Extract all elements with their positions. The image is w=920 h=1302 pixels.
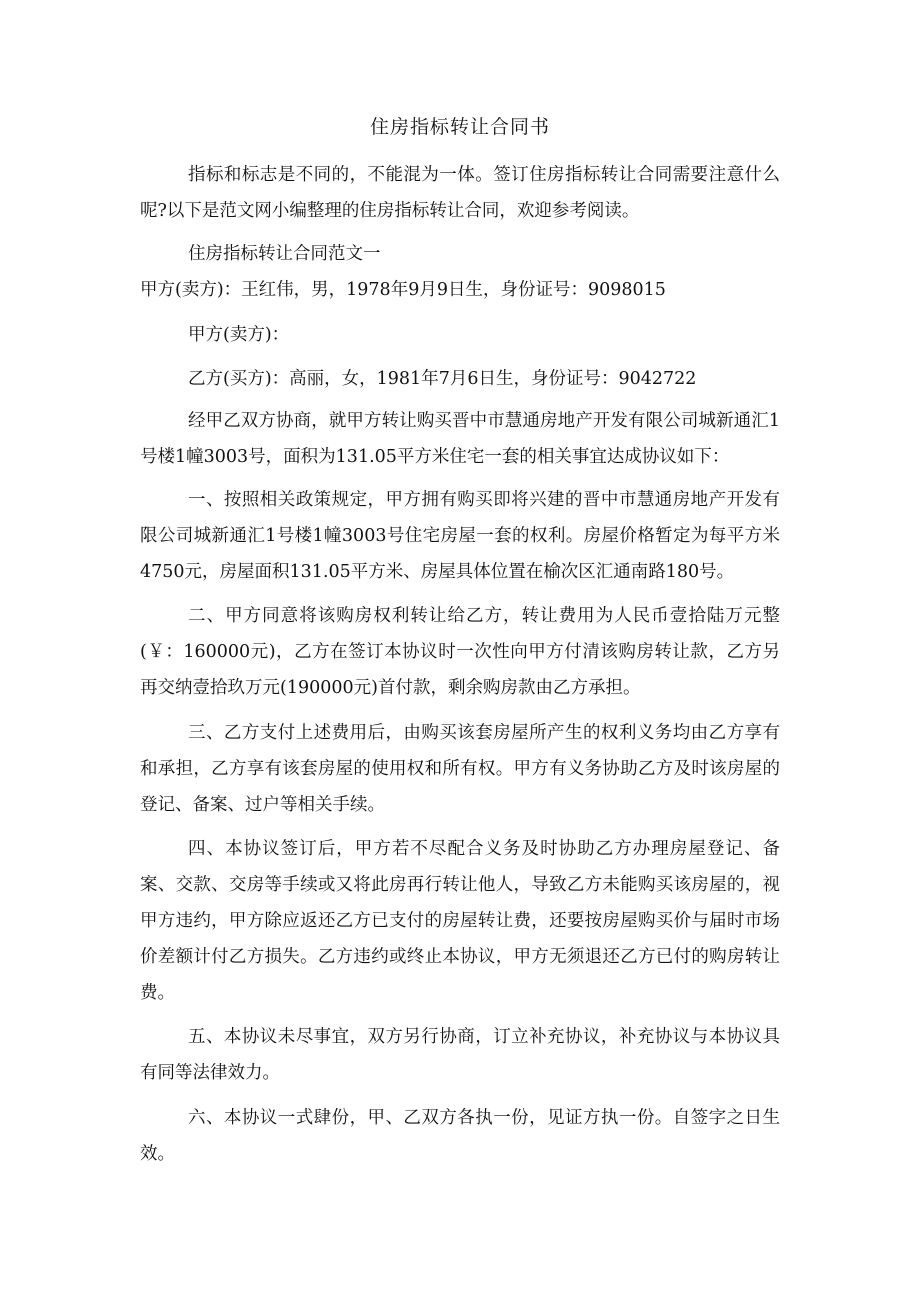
- clause-6: 六、本协议一式肆份，甲、乙双方各执一份，见证方执一份。自签字之日生效。: [140, 1108, 780, 1164]
- clause-2: 二、甲方同意将该购房权利转让给乙方，转让费用为人民币壹拾陆万元整(￥：160000元)，乙方在签订本协议时一次性向甲方付清该购房转让款，乙方另再交纳壹拾玖万元(190000元)首付款，剩余购房款由乙方承担。: [140, 606, 780, 698]
- clause-1: 一、按照相关政策规定，甲方拥有购买即将兴建的晋中市慧通房地产开发有限公司城新通汇1号楼1幢3003号住宅房屋一套的权利。房屋价格暂定为每平方米4750元，房屋面积131.05平方米、房屋具体位置在榆次区汇通南路180号。: [140, 490, 780, 582]
- sample-heading: 住房指标转让合同范文一: [188, 244, 381, 264]
- document-title: 住房指标转让合同书: [369, 116, 550, 138]
- clause-3: 三、乙方支付上述费用后，由购买该套房屋所产生的权利义务均由乙方享有和承担，乙方享有该套房屋的使用权和所有权。甲方有义务协助乙方及时该房屋的登记、备案、过户等相关手续。: [140, 723, 780, 815]
- clause-4: 四、本协议签订后，甲方若不尽配合义务及时协助乙方办理房屋登记、备案、交款、交房等手续或又将此房再行转让他人，导致乙方未能购买该房屋的，视甲方违约，甲方除应返还乙方已支付的房屋转让费，还要按房屋购买价与届时市场价差额计付乙方损失。乙方违约或终止本协议，甲方无须退还乙方已付的购房转让费。: [140, 839, 780, 1003]
- preamble-paragraph: 经甲乙双方协商，就甲方转让购买晋中市慧通房地产开发有限公司城新通汇1号楼1幢3003号，面积为131.05平方米住宅一套的相关事宜达成协议如下：: [140, 411, 780, 467]
- party-a-label: 甲方(卖方)：: [188, 325, 290, 345]
- clause-5: 五、本协议未尽事宜，双方另行协商，订立补充协议，补充协议与本协议具有同等法律效力。: [140, 1027, 780, 1083]
- party-b-line: 乙方(买方)：高丽，女，1981年7月6日生，身份证号：9042722: [188, 369, 697, 389]
- party-a-line: 甲方(卖方)：王红伟，男，1978年9月9日生，身份证号：9098015: [140, 280, 666, 300]
- intro-paragraph: 指标和标志是不同的，不能混为一体。签订住房指标转让合同需要注意什么呢?以下是范文网小编整理的住房指标转让合同，欢迎参考阅读。: [140, 165, 780, 221]
